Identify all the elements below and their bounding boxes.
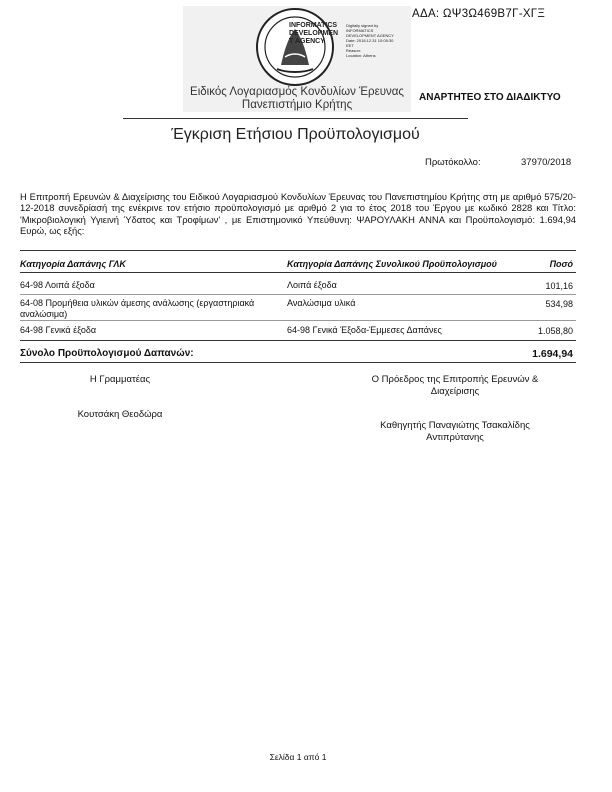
document-title: Έγκριση Ετήσιου Προϋπολογισμού [171,126,420,143]
protocol-number: 37970/2018 [521,157,572,168]
row-3-category: 64-98 Γενικά Έξοδα-Έμμεσες Δαπάνες [287,325,442,335]
signature-stamp-details [346,23,394,58]
stamp-detail-line: Date: 2018.12.31 10:05:30 [346,38,394,43]
row-divider [20,294,576,295]
header-divider [20,272,576,273]
table-bottom-divider [20,362,576,363]
column-header-category: Κατηγορία Δαπάνης Συνολικού Προϋπολογισμού [287,259,497,269]
row-2-amount: 534,98 [545,299,573,309]
row-2-category: Αναλώσιμα υλικά [287,298,356,308]
stamp-line: INFORMATICS [289,22,338,29]
title-divider [123,118,468,119]
right-signatory-name: Καθηγητής Παναγιώτης Τσακαλίδης Αντιπρύτανης [380,420,530,443]
stamp-line: T AGENCY [289,38,325,45]
row-1-amount: 101,16 [545,281,573,291]
row-1-glk: 64-98 Λοιπά έξοδα [20,280,95,290]
stamp-detail-line: EET [346,43,354,48]
stamp-line: DEVELOPMEN [289,30,339,37]
stamp-detail-line: DEVELOPMENT AGENCY [346,33,394,38]
stamp-detail-line: Location: Athens [346,53,376,58]
total-divider [20,340,576,341]
column-header-amount: Ποσό [549,259,573,269]
signature-stamp [289,22,338,46]
row-1-category: Λοιπά έξοδα [287,280,337,290]
logo-line-1: Ειδικός Λογαριασμός Κονδυλίων Έρευνας [190,86,404,98]
protocol-label: Πρωτόκολλο: [425,157,481,168]
ada-code: ΑΔΑ: ΩΨ3Ω469Β7Γ-ΧΓΞ [412,8,546,20]
logo-line-2: Πανεπιστήμιο Κρήτης [241,99,353,111]
row-3-amount: 1.058,80 [537,326,573,336]
stamp-detail-line: Digitally signed by [346,23,379,28]
total-label: Σύνολο Προϋπολογισμού Δαπανών: [20,348,194,359]
page-number: Σελίδα 1 από 1 [269,752,327,762]
row-3-glk: 64-98 Γενικά έξοδα [20,325,97,335]
intro-paragraph [20,191,576,237]
column-header-glk: Κατηγορία Δαπάνης ΓΛΚ [20,259,126,269]
university-seal-icon [255,7,335,87]
left-signatory-title: Η Γραμματέας [89,374,151,385]
total-amount: 1.694,94 [532,348,573,360]
left-signatory-name: Κουτσάκη Θεοδώρα [77,409,163,420]
intro-text: Η Επιτροπή Ερευνών & Διαχείρισης του Ειδικού Λογαριασμού Κονδυλίων Έρευνας του Πανεπιστημίου Κρήτης στη με αριθμό 575/20-12-2018 συνεδρίασή της ενέκρινε τον ετήσιο προϋπολογισμό με αριθμό 2 για το έτος 2018 του Έργου με κωδικό 2828 και Τίτλο: 'Μικροβιολογική Υγιεινή Ύδατος και Τροφίμων' , με Επιστημονικό Υπεύθυνη: ΨΑΡΟΥΛΑΚΗ ΑΝΝΑ και Προϋπολογισμό: 1.694,94 Ευρώ, ως εξής: [20,191,576,237]
stamp-detail-line: INFORMATICS [346,28,374,33]
stamp-detail-line: Reason: [346,48,361,53]
right-signatory-title: Ο Πρόεδρος της Επιτροπής Ερευνών & Διαχείρισης [371,374,539,397]
row-2-glk: 64-08 Προμήθεια υλικών άμεσης ανάλωσης (εργαστηριακά αναλώσιμα) [20,298,255,319]
row-divider [20,320,576,321]
publish-note: ΑΝΑΡΤΗΤΕΟ ΣΤΟ ΔΙΑΔΙΚΤΥΟ [419,92,561,103]
table-top-divider [20,250,576,251]
